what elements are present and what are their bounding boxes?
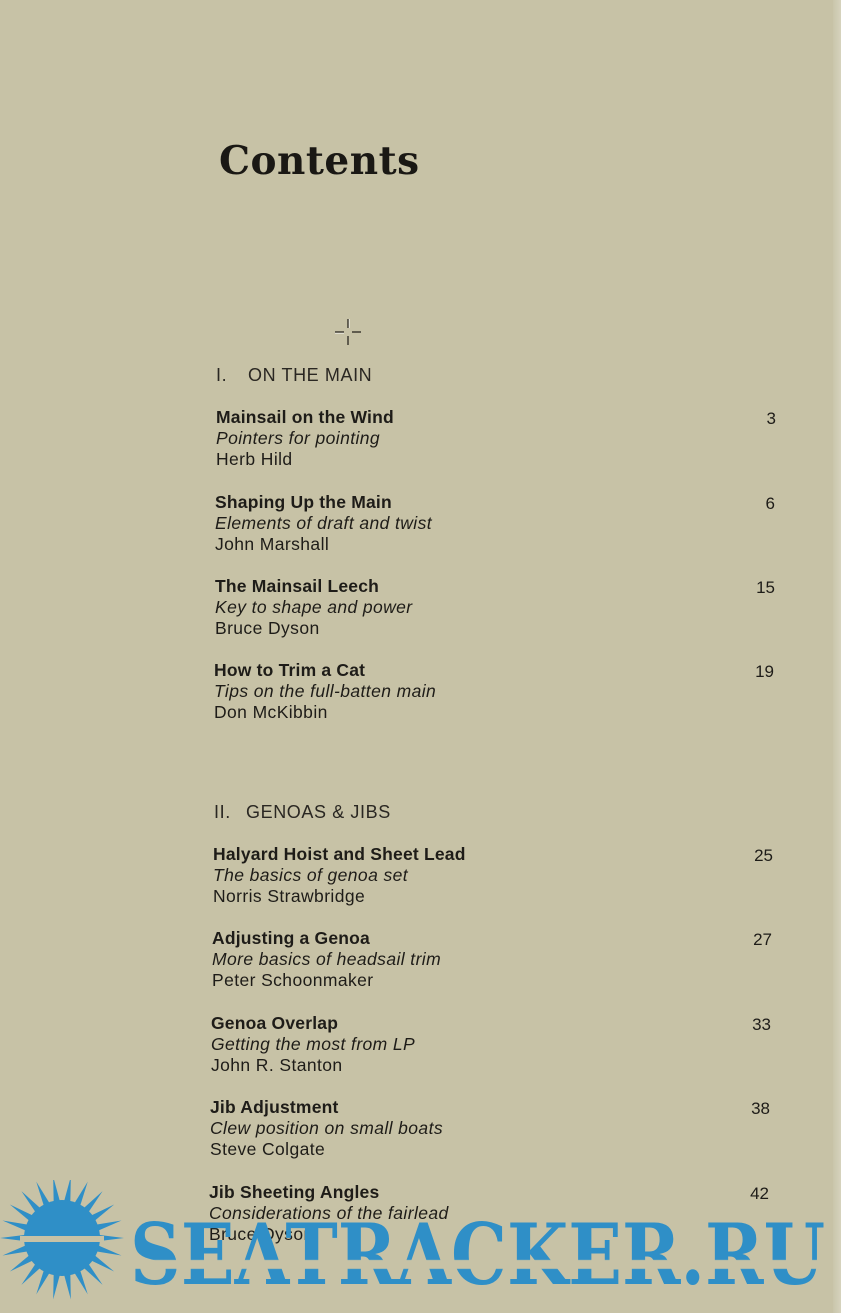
entry-title: Mainsail on the Wind: [216, 407, 394, 427]
entry-subtitle: Key to shape and power: [215, 597, 413, 617]
sun-ray: [3, 1221, 29, 1231]
sun-ray: [53, 1180, 60, 1203]
entry-title: Shaping Up the Main: [215, 492, 392, 512]
entry-page-number: 42: [750, 1184, 769, 1203]
watermark-text: SEATRACKER.RU: [130, 1205, 825, 1304]
section-number: I.: [216, 365, 228, 385]
entry-title: Jib Sheeting Angles: [209, 1182, 380, 1202]
sun-ray: [64, 1273, 71, 1299]
sun-ray: [3, 1245, 29, 1255]
toc-entry[interactable]: [212, 928, 772, 991]
sun-logo-icon: [0, 1180, 124, 1299]
entry-title: Genoa Overlap: [211, 1013, 339, 1033]
page-edge: [833, 0, 841, 1313]
toc-entry[interactable]: [214, 660, 774, 723]
entry-page-number: 15: [756, 578, 775, 597]
section-name: GENOAS & JIBS: [246, 802, 391, 822]
entry-author: Steve Colgate: [210, 1139, 326, 1159]
entry-subtitle: Clew position on small boats: [210, 1118, 443, 1138]
sun-ray: [53, 1273, 60, 1299]
sun-ray: [95, 1221, 121, 1231]
entry-subtitle: Considerations of the fairlead: [209, 1203, 449, 1223]
entry-author: John R. Stanton: [211, 1055, 343, 1075]
sun-ray: [95, 1245, 121, 1255]
toc-entry[interactable]: [213, 844, 773, 907]
entry-author: John Marshall: [215, 534, 330, 554]
entry-subtitle: The basics of genoa set: [213, 865, 409, 885]
entry-author: Bruce Dyson: [209, 1224, 314, 1244]
page-title: Contents: [219, 138, 420, 184]
entry-author: Herb Hild: [216, 449, 293, 469]
entry-page-number: 38: [751, 1099, 770, 1118]
entry-author: Peter Schoonmaker: [212, 970, 374, 990]
toc-entry[interactable]: [211, 1013, 771, 1076]
entry-subtitle: More basics of headsail trim: [212, 949, 442, 969]
entry-author: Bruce Dyson: [215, 618, 320, 638]
toc-entry[interactable]: [215, 492, 775, 555]
toc-entry[interactable]: [215, 576, 775, 639]
entry-title: Jib Adjustment: [210, 1097, 339, 1117]
toc-entry[interactable]: [210, 1097, 770, 1160]
crosshair-cursor-icon: [334, 318, 362, 346]
entry-title: How to Trim a Cat: [214, 660, 366, 680]
section-number: II.: [214, 802, 231, 822]
entry-author: Norris Strawbridge: [213, 886, 366, 906]
entry-page-number: 27: [753, 930, 772, 949]
entry-subtitle: Pointers for pointing: [216, 428, 381, 448]
entry-subtitle: Tips on the full-batten main: [214, 681, 437, 701]
section-heading: [216, 365, 372, 386]
toc-entry[interactable]: [216, 407, 776, 470]
entry-author: Don McKibbin: [214, 702, 328, 722]
entry-title: Halyard Hoist and Sheet Lead: [213, 844, 466, 864]
entry-page-number: 6: [765, 494, 775, 513]
entry-page-number: 3: [766, 409, 776, 428]
entry-page-number: 19: [755, 662, 774, 681]
entry-title: Adjusting a Genoa: [212, 928, 370, 948]
sun-ray: [64, 1180, 71, 1203]
section-name: ON THE MAIN: [248, 365, 373, 385]
section-heading: [214, 802, 391, 823]
entry-subtitle: Elements of draft and twist: [215, 513, 433, 533]
entry-subtitle: Getting the most from LP: [211, 1034, 416, 1054]
entry-title: The Mainsail Leech: [215, 576, 380, 596]
watermark: [0, 1180, 841, 1313]
entry-page-number: 33: [752, 1015, 771, 1034]
entry-page-number: 25: [754, 846, 773, 865]
